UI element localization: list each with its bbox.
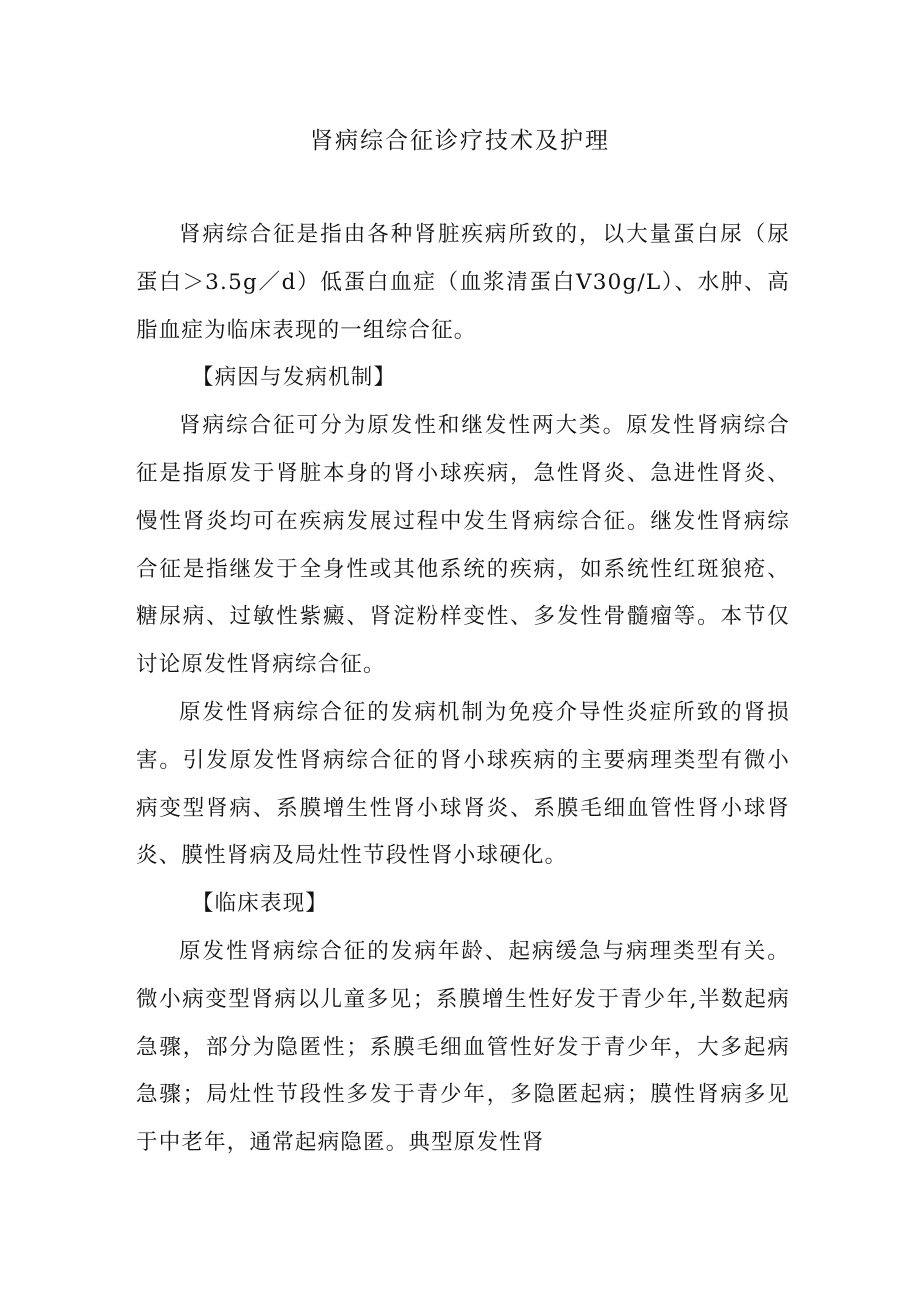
paragraph-definition: 肾病综合征是指由各种肾脏疾病所致的，以大量蛋白尿（尿蛋白＞3.5g／d）低蛋白血症（血浆清蛋白V30g/L）、水肿、高脂血症为临床表现的一组综合征。	[136, 222, 790, 343]
section-heading-clinical: 【临床表现】	[191, 891, 329, 917]
paragraph-clinical: 原发性肾病综合征的发病年龄、起病缓急与病理类型有关。微小病变型肾病以儿童多见；系膜增生性好发于青少年,半数起病急骤，部分为隐匿性；系膜毛细血管性好发于青少年，大多起病急骤；局灶性节段性多发于青少年，多隐匿起病；膜性肾病多见于中老年，通常起病隐匿。典型原发性肾	[136, 938, 790, 1156]
section-heading-etiology: 【病因与发病机制】	[191, 365, 397, 391]
document-body	[136, 211, 790, 1167]
paragraph-pathogenesis: 原发性肾病综合征的发病机制为免疫介导性炎症所致的肾损害。引发原发性肾病综合征的肾小球疾病的主要病理类型有微小病变型肾病、系膜增生性肾小球肾炎、系膜毛细血管性肾小球肾炎、膜性肾病及局灶性节段性肾小球硬化。	[136, 699, 790, 869]
paragraph-classification: 肾病综合征可分为原发性和继发性两大类。原发性肾病综合征是指原发于肾脏本身的肾小球疾病，急性肾炎、急进性肾炎、慢性肾炎均可在疾病发展过程中发生肾病综合征。继发性肾病综合征是指继发于全身性或其他系统的疾病，如系统性红斑狼疮、糖尿病、过敏性紫癜、肾淀粉样变性、多发性骨髓瘤等。本节仅讨论原发性肾病综合征。	[136, 413, 790, 678]
document-title: 肾病综合征诊疗技术及护理	[310, 128, 610, 154]
